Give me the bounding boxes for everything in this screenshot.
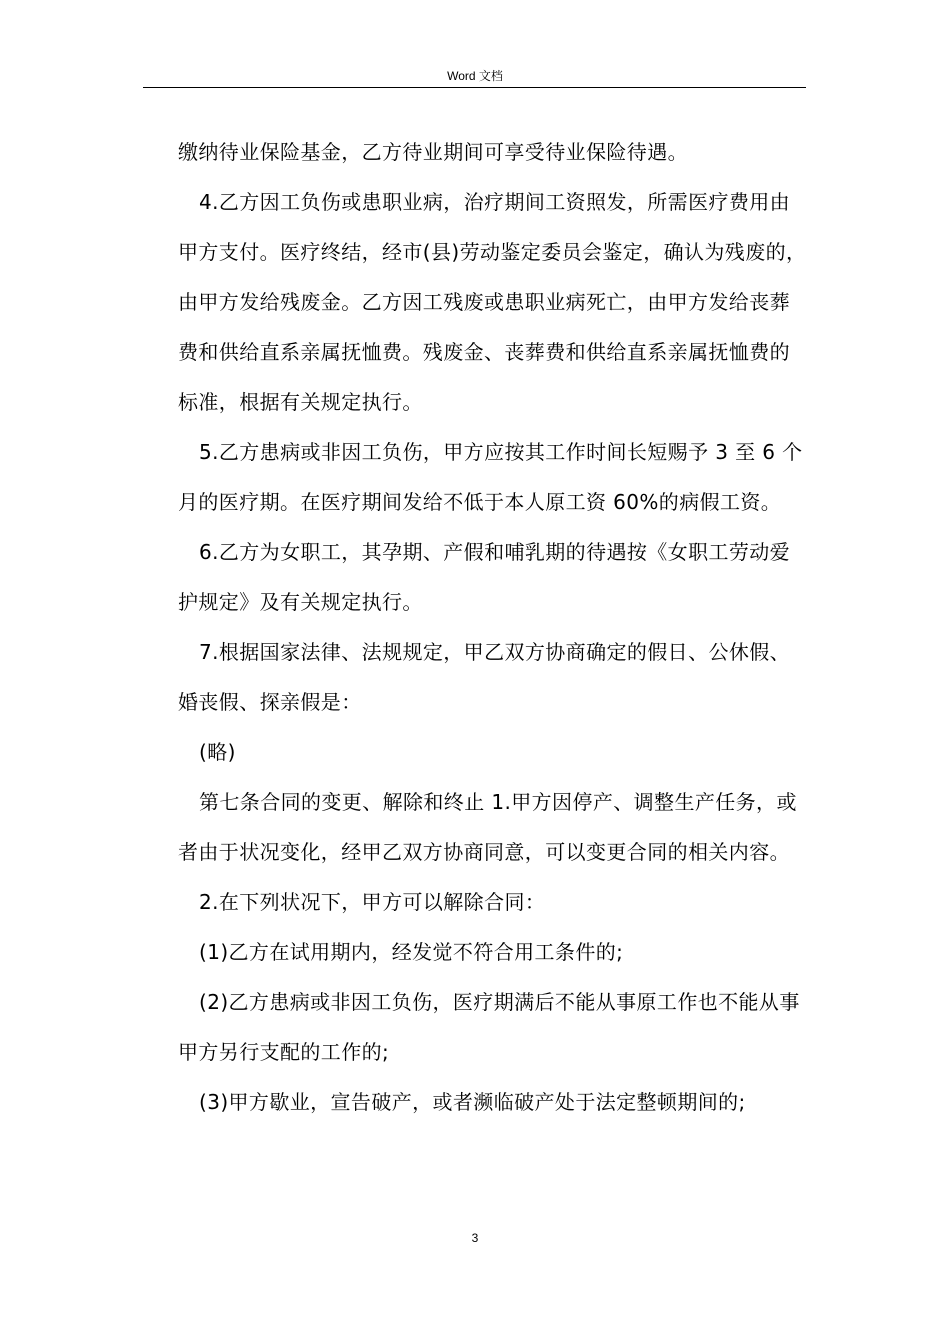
paragraph: 第七条合同的变更、解除和终止 1.甲方因停产、调整生产任务，或者由于状况变化，经甲乙双方协商同意，可以变更合同的相关内容。 [178,790,797,864]
paragraph: (略) [199,740,236,764]
paragraph: 2.在下列状况下，甲方可以解除合同： [199,890,546,914]
paragraph: (3)甲方歇业，宣告破产，或者濒临破产处于法定整顿期间的; [199,1090,746,1114]
paragraph: (1)乙方在试用期内，经发觉不符合用工条件的; [199,940,624,964]
paragraph: 缴纳待业保险基金，乙方待业期间可享受待业保险待遇。 [178,140,688,164]
paragraph: 6.乙方为女职工，其孕期、产假和哺乳期的待遇按《女职工劳动爱护规定》及有关规定执行。 [178,540,791,614]
paragraph: 5.乙方患病或非因工负伤，甲方应按其工作时间长短赐予 3 至 6 个月的医疗期。在医疗期间发给不低于本人原工资 60%的病假工资。 [178,440,803,514]
document-header-title: Word 文档 [447,69,503,83]
paragraph: 4.乙方因工负伤或患职业病，治疗期间工资照发，所需医疗费用由甲方支付。医疗终结，经市(县)劳动鉴定委员会鉴定，确认为残废的，由甲方发给残废金。乙方因工残废或患职业病死亡，由甲方发给丧葬费和供给直系亲属抚恤费。残废金、丧葬费和供给直系亲属抚恤费的标准，根据有关规定执行。 [178,190,807,414]
page-number: 3 [471,1231,479,1245]
paragraph: (2)乙方患病或非因工负伤，医疗期满后不能从事原工作也不能从事甲方另行支配的工作的; [178,990,800,1064]
paragraph: 7.根据国家法律、法规规定，甲乙双方协商确定的假日、公休假、婚丧假、探亲假是： [178,640,791,714]
document-body [178,127,808,1127]
header-divider [143,87,806,88]
